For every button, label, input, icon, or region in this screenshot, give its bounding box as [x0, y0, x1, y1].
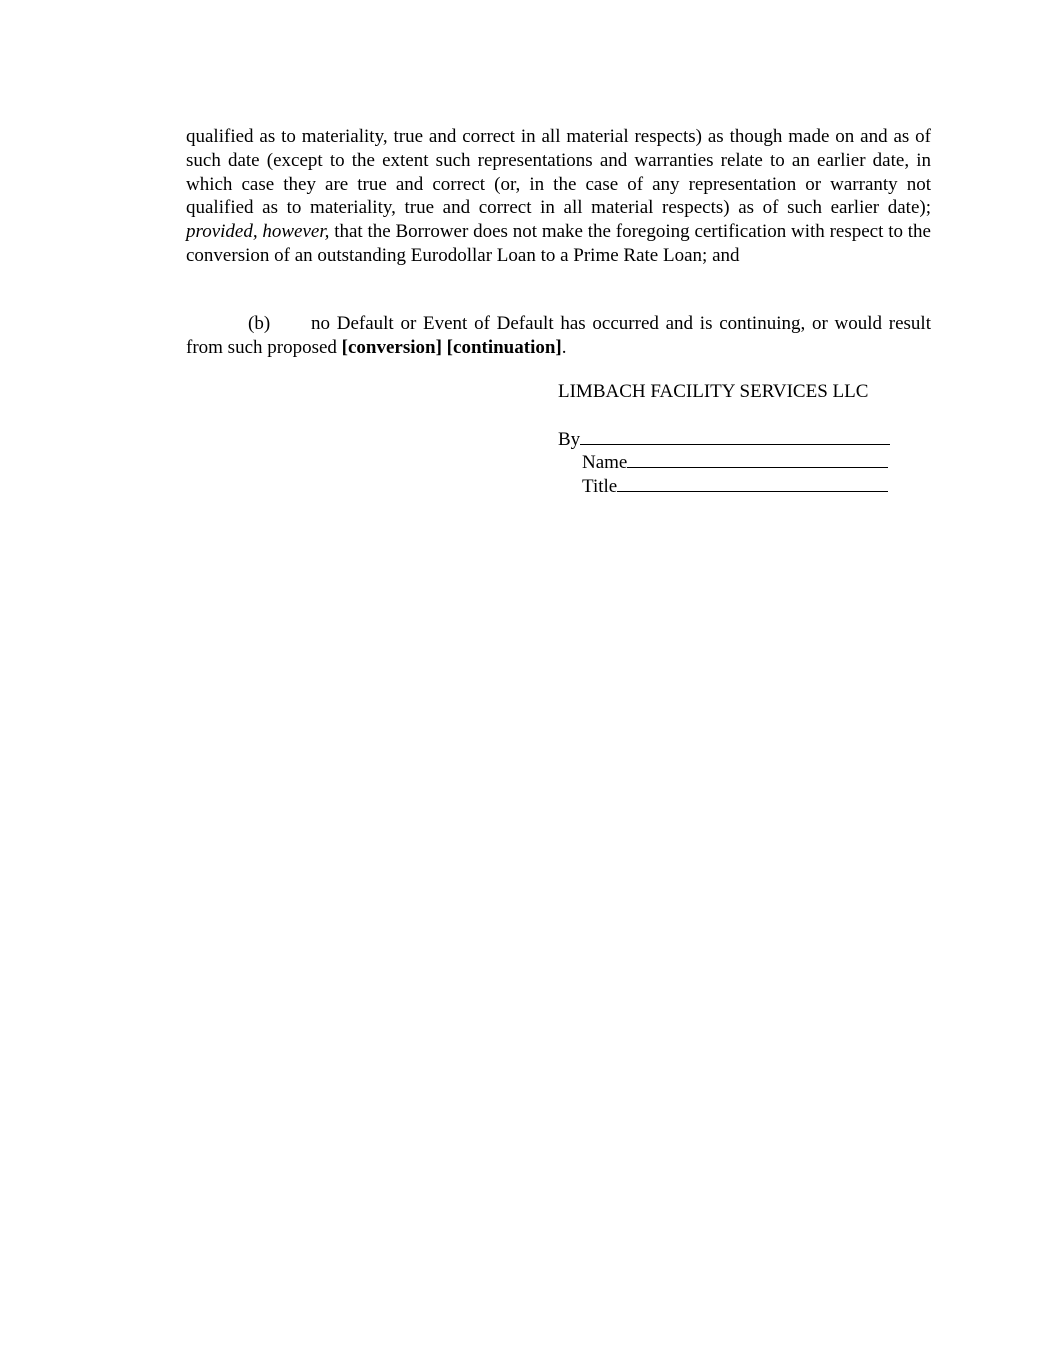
- paragraph-end-punctuation: .: [561, 336, 567, 358]
- signature-title-label: Title: [582, 476, 618, 497]
- signature-name-label: Name: [582, 452, 628, 473]
- italic-proviso: provided, however,: [186, 221, 330, 243]
- signature-title-blank: [617, 473, 888, 492]
- paragraph-representations: [186, 125, 931, 268]
- signature-company-name: LIMBACH FACILITY SERVICES LLC: [558, 381, 869, 402]
- signature-name-line: [582, 449, 888, 475]
- paragraph-text: no Default or Event of Default has occurred and is continuing, or would result from such proposed: [186, 313, 931, 358]
- signature-by-blank: [580, 426, 890, 445]
- bold-bracketed-terms: [conversion] [continuation]: [341, 336, 562, 358]
- signature-by-label: By: [558, 429, 581, 450]
- paragraph-text: qualified as to materiality, true and correct in all material respects) as though made on and as of such date (except to the extent such representations and warranties relate to an earlier date, in which case they are true and correct (or, in the case of any representation or warranty not qualified as to materiality, true and correct in all material respects) as of such earlier date);: [186, 126, 931, 219]
- clause-label: (b): [248, 313, 271, 334]
- paragraph-text-continued: that the Borrower does not make the foregoing certification with respect to the conversion of an outstanding Eurodollar Loan to a Prime Rate Loan; and: [186, 221, 931, 266]
- paragraph-no-default: [186, 312, 931, 360]
- signature-name-blank: [627, 449, 888, 468]
- signature-title-line: [582, 473, 888, 499]
